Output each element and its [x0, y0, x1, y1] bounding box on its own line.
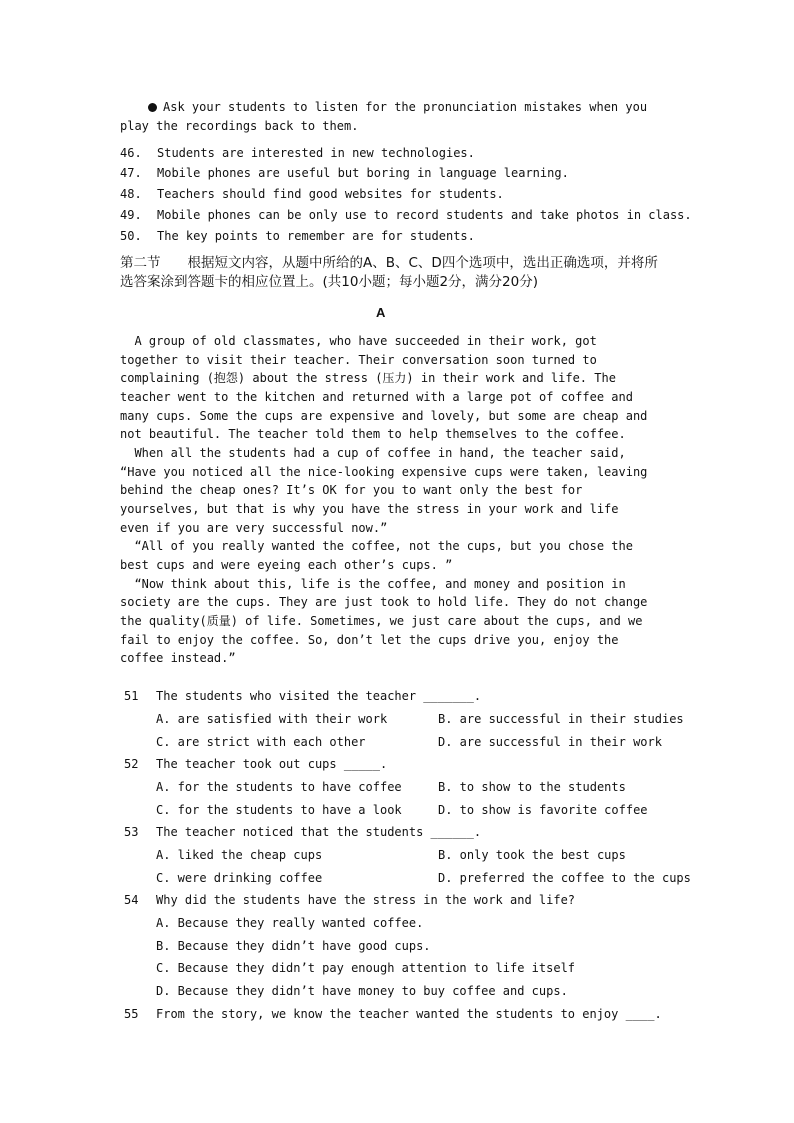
statement-item: 49. Mobile phones can be only use to record students and take photos in class.	[120, 208, 692, 222]
passage-line: complaining (抱怨) about the stress (压力) in their work and life. The	[120, 371, 616, 385]
passage-line: “Now think about this, life is the coffee, and money and position in	[120, 577, 626, 591]
passage-line: behind the cheap ones? It’s OK for you to want only the best for	[120, 483, 583, 497]
option-b[interactable]: B. Because they didn’t have good cups.	[156, 939, 431, 953]
passage-line: society are the cups. They are just took to hold life. They do not change	[120, 595, 648, 609]
option-b[interactable]: B. only took the best cups	[438, 848, 626, 862]
question-stem: 52 The teacher took out cups _____.	[124, 757, 388, 771]
option-a[interactable]: A. for the students to have coffee	[156, 780, 402, 794]
passage-line: the quality(质量) of life. Sometimes, we just care about the cups, and we	[120, 614, 643, 628]
option-b[interactable]: B. are successful in their studies	[438, 712, 684, 726]
option-a[interactable]: A. liked the cheap cups	[156, 848, 323, 862]
option-a[interactable]: A. are satisfied with their work	[156, 712, 388, 726]
option-a[interactable]: A. Because they really wanted coffee.	[156, 916, 424, 930]
question-stem: 55 From the story, we know the teacher wanted the students to enjoy ____.	[124, 1007, 662, 1021]
passage-line: fail to enjoy the coffee. So, don’t let the cups drive you, enjoy the	[120, 633, 619, 647]
section-2-instructions-line-1: 第二节 根据短文内容，从题中所给的A、B、C、D四个选项中，选出正确选项，并将所	[120, 255, 658, 271]
question-stem: 54 Why did the students have the stress in the work and life?	[124, 893, 576, 907]
option-d[interactable]: D. preferred the coffee to the cups	[438, 871, 691, 885]
passage-title: A	[376, 305, 386, 320]
passage-line: best cups and were eyeing each other’s cups. ”	[120, 558, 453, 572]
option-b[interactable]: B. to show to the students	[438, 780, 626, 794]
passage-line: “All of you really wanted the coffee, not the cups, but you chose the	[120, 539, 633, 553]
option-d[interactable]: D. are successful in their work	[438, 735, 662, 749]
question-stem: 53 The teacher noticed that the students ______.	[124, 825, 482, 839]
passage-line: A group of old classmates, who have succeeded in their work, got	[120, 334, 597, 348]
question-stem: 51 The students who visited the teacher _______.	[124, 689, 482, 703]
passage-line: not beautiful. The teacher told them to help themselves to the coffee.	[120, 427, 626, 441]
passage-line: When all the students had a cup of coffee in hand, the teacher said,	[120, 446, 626, 460]
passage-line: teacher went to the kitchen and returned with a large pot of coffee and	[120, 390, 633, 404]
option-c[interactable]: C. were drinking coffee	[156, 871, 323, 885]
bullet-tip-text: Ask your students to listen for the pronunciation mistakes when you	[163, 100, 648, 114]
passage-line: “Have you noticed all the nice-looking expensive cups were taken, leaving	[120, 465, 648, 479]
bullet-dot-icon	[148, 103, 157, 112]
statement-item: 47. Mobile phones are useful but boring in language learning.	[120, 166, 569, 180]
bullet-tip-line-2: play the recordings back to them.	[120, 119, 359, 133]
passage-line: even if you are very successful now.”	[120, 521, 388, 535]
passage-line: coffee instead.”	[120, 651, 236, 665]
option-c[interactable]: C. for the students to have a look	[156, 803, 402, 817]
option-c[interactable]: C. are strict with each other	[156, 735, 366, 749]
statement-item: 46. Students are interested in new technologies.	[120, 146, 475, 160]
section-2-instructions-line-2: 选答案涂到答题卡的相应位置上。(共10小题；每小题2分，满分20分)	[120, 274, 538, 290]
statement-item: 50. The key points to remember are for students.	[120, 229, 475, 243]
option-d[interactable]: D. to show is favorite coffee	[438, 803, 648, 817]
passage-line: many cups. Some the cups are expensive and lovely, but some are cheap and	[120, 409, 648, 423]
passage-line: yourselves, but that is why you have the stress in your work and life	[120, 502, 619, 516]
option-c[interactable]: C. Because they didn’t pay enough attention to life itself	[156, 961, 576, 975]
bullet-tip-line-1	[148, 98, 647, 116]
option-d[interactable]: D. Because they didn’t have money to buy coffee and cups.	[156, 984, 568, 998]
statement-item: 48. Teachers should find good websites for students.	[120, 187, 504, 201]
passage-line: together to visit their teacher. Their conversation soon turned to	[120, 353, 597, 367]
